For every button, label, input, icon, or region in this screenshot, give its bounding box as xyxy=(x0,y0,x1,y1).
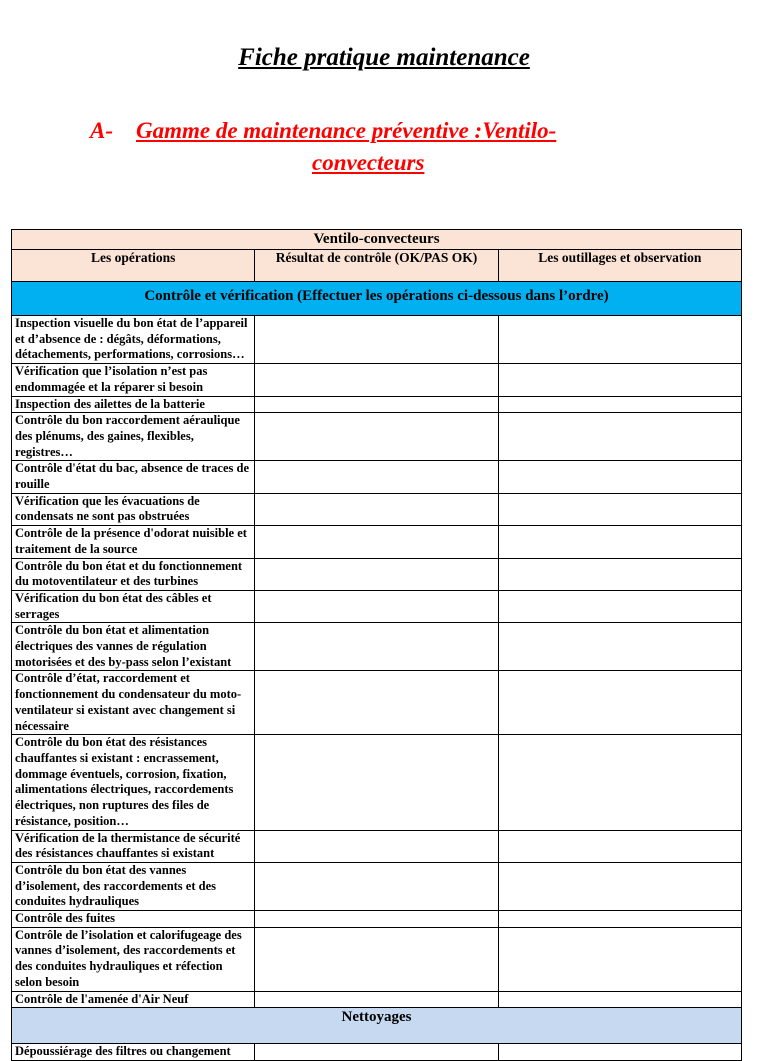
table-row xyxy=(12,991,742,1008)
result-cell[interactable] xyxy=(255,526,498,558)
observation-cell[interactable] xyxy=(498,396,741,413)
operation-cell: Contrôle du bon état et alimentation électriques des vannes de régulation motorisées et des by-pass selon l’existant xyxy=(12,623,255,671)
column-header-operations: Les opérations xyxy=(12,250,255,282)
operation-cell: Contrôle de l’isolation et calorifugeage des vannes d’isolement, des raccordements et des conduites hydrauliques et réfection selon besoin xyxy=(12,927,255,991)
observation-cell[interactable] xyxy=(498,735,741,830)
section-row-cleaning xyxy=(12,1008,742,1044)
observation-cell[interactable] xyxy=(498,830,741,862)
observation-cell[interactable] xyxy=(498,862,741,910)
result-cell[interactable] xyxy=(255,558,498,590)
operation-cell: Inspection des ailettes de la batterie xyxy=(12,396,255,413)
result-cell[interactable] xyxy=(255,364,498,396)
table-row xyxy=(12,623,742,671)
observation-cell[interactable] xyxy=(498,911,741,928)
observation-cell[interactable] xyxy=(498,558,741,590)
operation-cell: Contrôle du bon état des vannes d’isolement, des raccordements et des conduites hydrauliques xyxy=(12,862,255,910)
table-row xyxy=(12,364,742,396)
column-header-result: Résultat de contrôle (OK/PAS OK) xyxy=(255,250,498,282)
result-cell[interactable] xyxy=(255,316,498,364)
operation-cell: Vérification que les évacuations de condensats ne sont pas obstruées xyxy=(12,493,255,525)
table-row xyxy=(12,396,742,413)
result-cell[interactable] xyxy=(255,396,498,413)
observation-cell[interactable] xyxy=(498,526,741,558)
operation-cell: Inspection visuelle du bon état de l’appareil et d’absence de : dégâts, déformations, détachements, performations, corrosions… xyxy=(12,316,255,364)
operation-cell: Contrôle des fuites xyxy=(12,911,255,928)
result-cell[interactable] xyxy=(255,991,498,1008)
operation-cell: Contrôle d’état, raccordement et fonctionnement du condensateur du moto-ventilateur si existant avec changement si nécessaire xyxy=(12,671,255,735)
table-row xyxy=(12,671,742,735)
operation-cell: Dépoussiérage des filtres ou changement xyxy=(12,1044,255,1061)
table-row xyxy=(12,830,742,862)
operation-cell: Vérification que l’isolation n’est pas endommagée et la réparer si besoin xyxy=(12,364,255,396)
table-row xyxy=(12,558,742,590)
observation-cell[interactable] xyxy=(498,493,741,525)
document-title: Fiche pratique maintenance xyxy=(238,44,530,71)
section-row-control xyxy=(12,282,742,316)
result-cell[interactable] xyxy=(255,671,498,735)
table-row xyxy=(12,735,742,830)
observation-cell[interactable] xyxy=(498,1044,741,1061)
observation-cell[interactable] xyxy=(498,413,741,461)
table-row xyxy=(12,1044,742,1061)
operation-cell: Contrôle d'état du bac, absence de traces de rouille xyxy=(12,461,255,493)
operation-cell: Vérification de la thermistance de sécurité des résistances chauffantes si existant xyxy=(12,830,255,862)
result-cell[interactable] xyxy=(255,911,498,928)
table-row xyxy=(12,526,742,558)
table-row xyxy=(12,862,742,910)
table-header-title: Ventilo-convecteurs xyxy=(12,230,742,250)
column-header-row xyxy=(12,250,742,282)
observation-cell[interactable] xyxy=(498,316,741,364)
table-row xyxy=(12,590,742,622)
result-cell[interactable] xyxy=(255,862,498,910)
section-title-line2: convecteurs xyxy=(312,150,425,175)
column-header-tools: Les outillages et observation xyxy=(498,250,741,282)
observation-cell[interactable] xyxy=(498,927,741,991)
table-row xyxy=(12,316,742,364)
maintenance-table xyxy=(11,229,742,1061)
result-cell[interactable] xyxy=(255,623,498,671)
observation-cell[interactable] xyxy=(498,461,741,493)
operation-cell: Vérification du bon état des câbles et serrages xyxy=(12,590,255,622)
table-header-row xyxy=(12,230,742,250)
operation-cell: Contrôle du bon état et du fonctionnement du motoventilateur et des turbines xyxy=(12,558,255,590)
result-cell[interactable] xyxy=(255,735,498,830)
operation-cell: Contrôle de l'amenée d'Air Neuf xyxy=(12,991,255,1008)
table-row xyxy=(12,911,742,928)
table-row xyxy=(12,927,742,991)
operation-cell: Contrôle de la présence d'odorat nuisible et traitement de la source xyxy=(12,526,255,558)
section-control-verification: Contrôle et vérification (Effectuer les opérations ci-dessous dans l’ordre) xyxy=(12,282,742,316)
table-row xyxy=(12,413,742,461)
observation-cell[interactable] xyxy=(498,590,741,622)
observation-cell[interactable] xyxy=(498,991,741,1008)
result-cell[interactable] xyxy=(255,830,498,862)
result-cell[interactable] xyxy=(255,927,498,991)
operation-cell: Contrôle du bon état des résistances chauffantes si existant : encrassement, dommage éventuels, corrosion, fixation, alimentations électriques, raccordements électriques, non ruptures des files de résistance, position… xyxy=(12,735,255,830)
table-row xyxy=(12,493,742,525)
table-row xyxy=(12,461,742,493)
observation-cell[interactable] xyxy=(498,364,741,396)
result-cell[interactable] xyxy=(255,461,498,493)
observation-cell[interactable] xyxy=(498,671,741,735)
section-cleaning: Nettoyages xyxy=(12,1008,742,1044)
section-prefix: A- xyxy=(90,118,113,143)
result-cell[interactable] xyxy=(255,413,498,461)
result-cell[interactable] xyxy=(255,1044,498,1061)
result-cell[interactable] xyxy=(255,493,498,525)
operation-cell: Contrôle du bon raccordement aéraulique des plénums, des gaines, flexibles, registres… xyxy=(12,413,255,461)
observation-cell[interactable] xyxy=(498,623,741,671)
section-title-line1: Gamme de maintenance préventive :Ventilo- xyxy=(136,118,557,143)
result-cell[interactable] xyxy=(255,590,498,622)
